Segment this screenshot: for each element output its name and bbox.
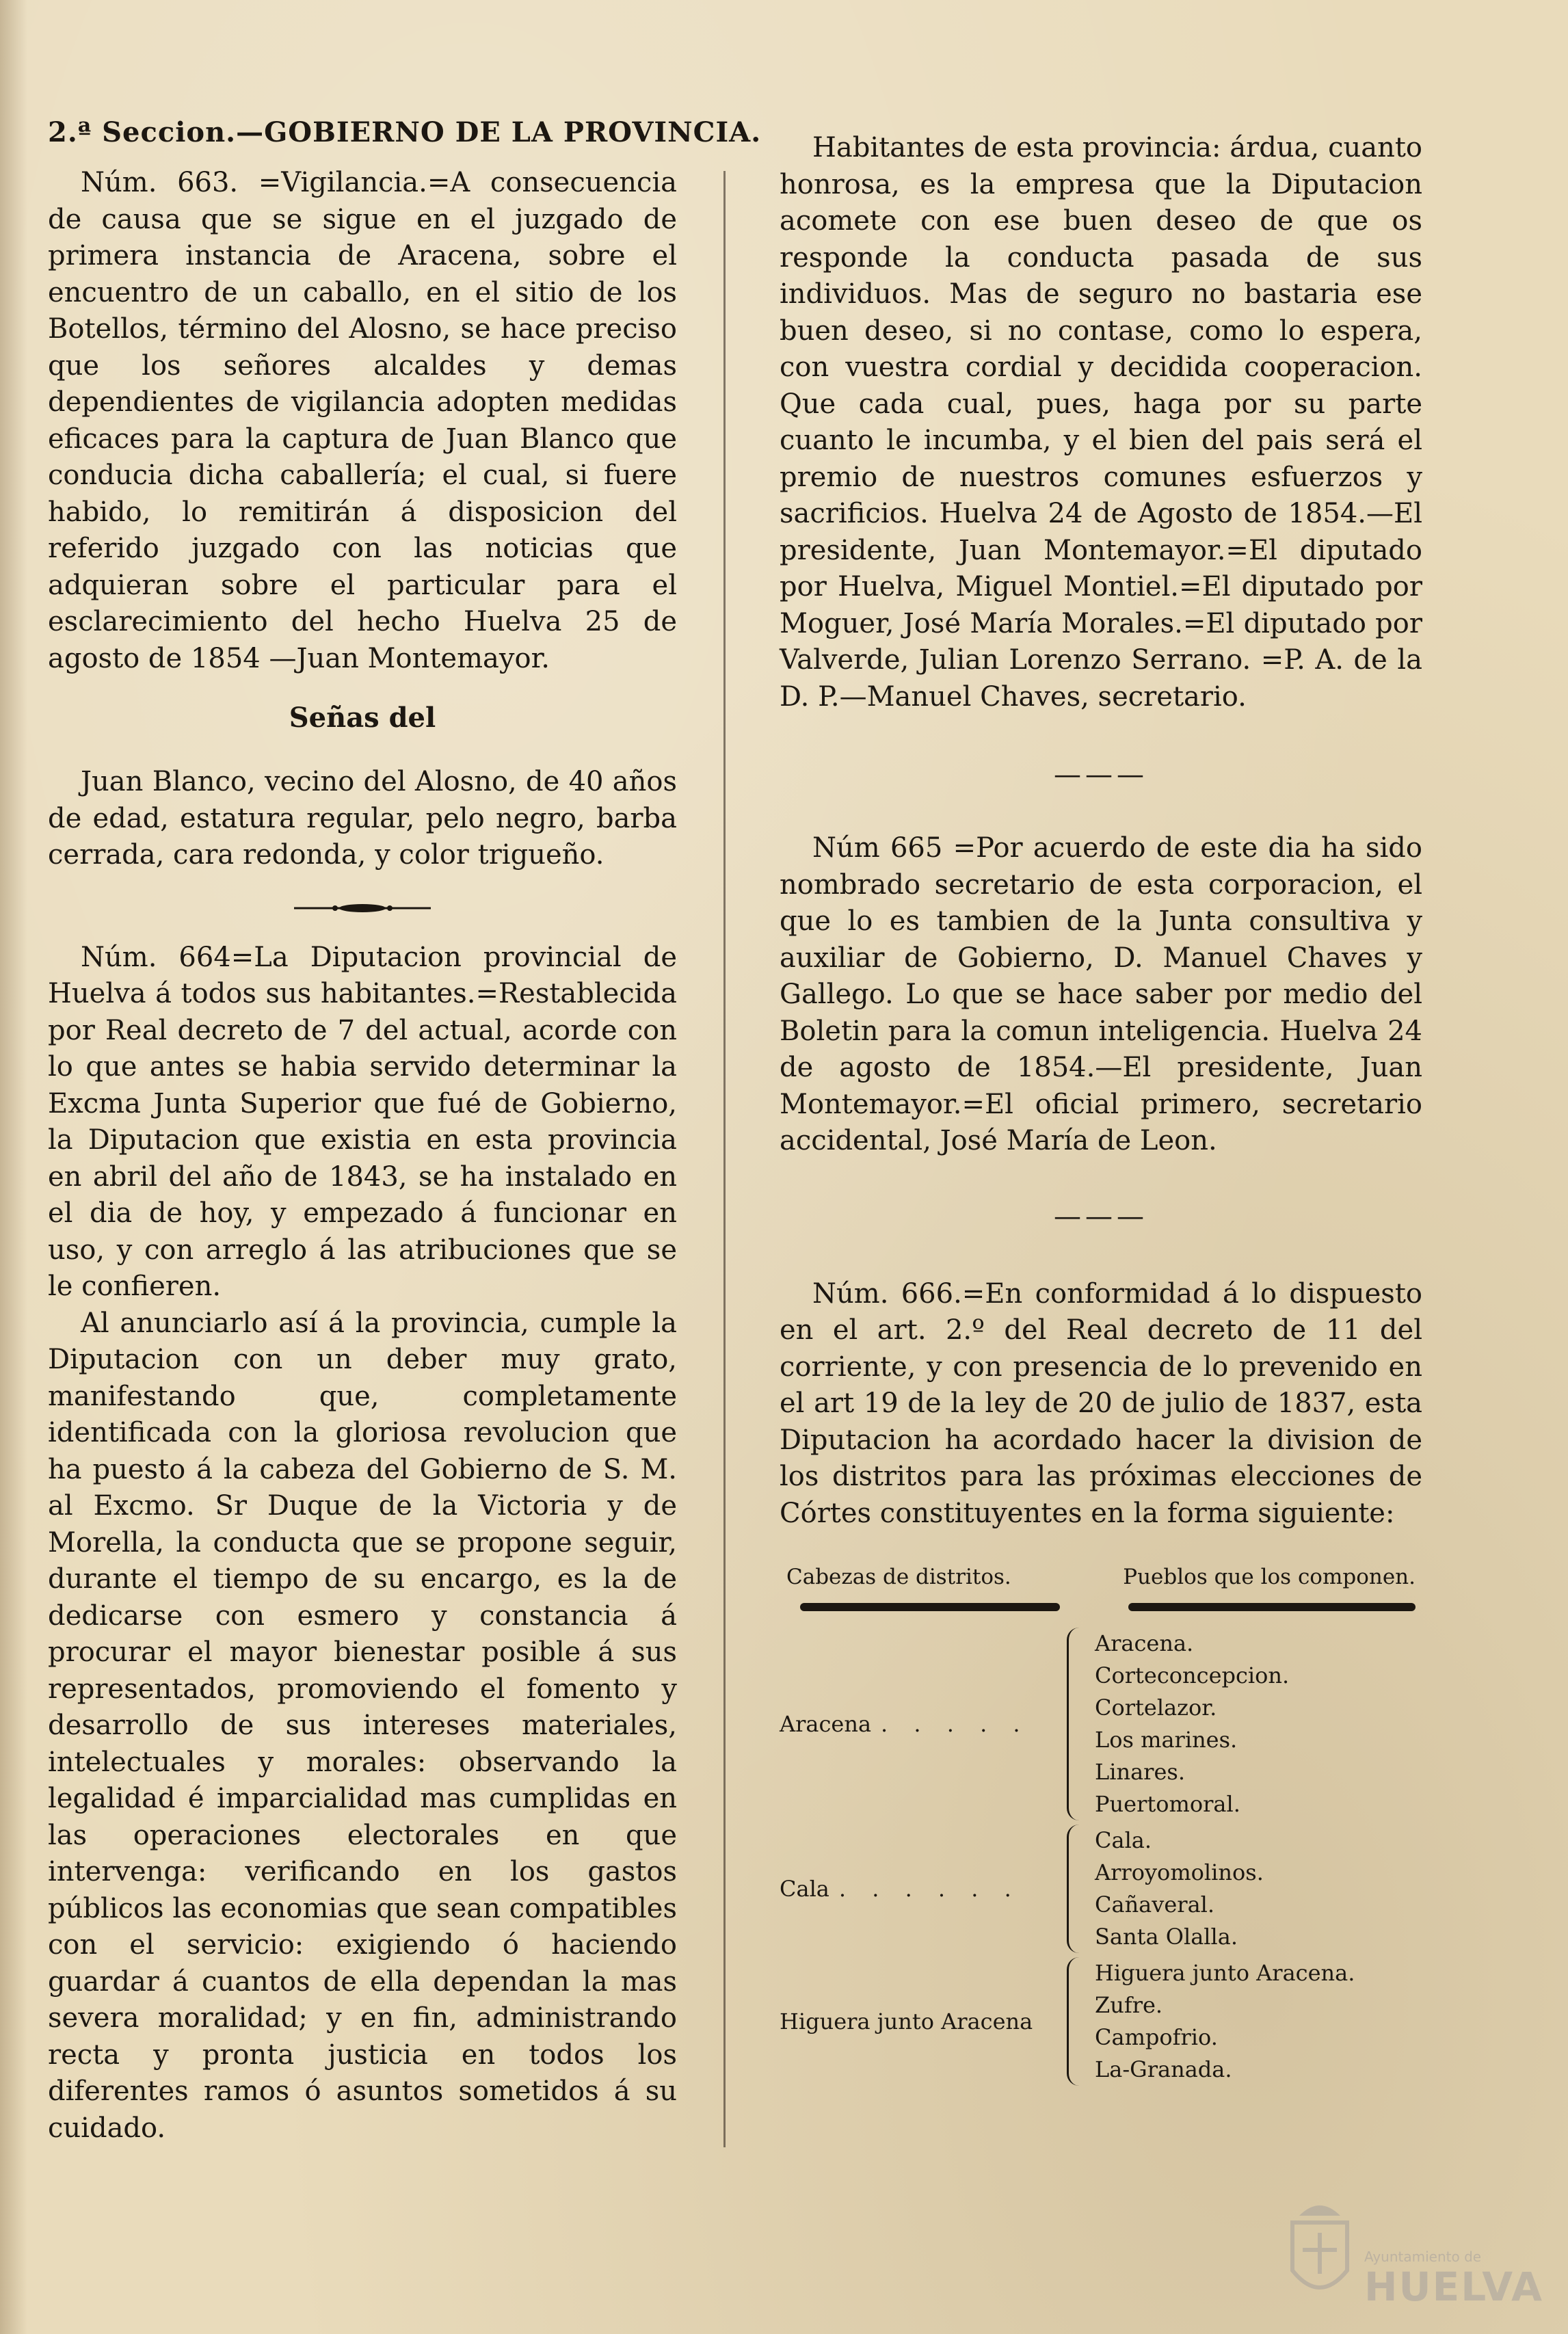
left-column (48, 116, 762, 2147)
town-item: Aracena. (1095, 1630, 1194, 1656)
town-item: Zufre. (1095, 1992, 1163, 2018)
district-name: Higuera junto Aracena (780, 2008, 1033, 2034)
ornament-divider-icon (294, 903, 431, 914)
town-item: La-Granada. (1095, 2056, 1232, 2082)
watermark-name: HUELVA (1364, 2264, 1544, 2310)
watermark-subtitle: Ayuntamiento de (1364, 2249, 1482, 2265)
article-664-part1: Núm. 664=La Diputacion provincial de Huelva á todos sus habitantes.=Restablecida por Real decreto de 7 del actual, acorde con lo que antes se habia servido determinar la Excma Junta Superior que fué de Gobierno, la Diputacion que existia en esta provincia en abril del año de 1843, se ha instalado en el dia de hoy, y empezado á funcionar en uso, y con arreglo á las atribuciones que se le confieren. (48, 941, 677, 1302)
article-666: Núm. 666.=En conformidad á lo dispuesto en el art. 2.º del Real decreto de 11 del corriente, y con presencia de lo prevenido en el art 19 de la ley de 20 de julio de 1837, esta Diputacion ha acordado hacer la division de los distritos para las próximas elecciones de Córtes constituyentes en la forma siguiente: (780, 1277, 1422, 1529)
article-664-continuation: Habitantes de esta provincia: árdua, cuanto honrosa, es la empresa que la Diputacion acomete con ese buen deseo de que os responde la conducta pasada de sus individuos. Mas de seguro no bastaria ese buen deseo, si no contase, como lo espera, con vuestra cordial y decidida cooperacion. Que cada cual, pues, haga por su parte cuanto le incumba, y el bien del pais será el premio de nuestros comunes esfuerzos y sacrificios. Huelva 24 de Agosto de 1854.—El presidente, Juan Montemayor.=El diputado por Huelva, Miguel Montiel.=El diputado por Moguer, José María Morales.=El diputado por Valverde, Julian Lorenzo Serrano. =P. A. de la D. P.—Manuel Chaves, secretario. (780, 132, 1422, 713)
article-663: Núm. 663. =Vigilancia.=A consecuencia de causa que se sigue en el juzgado de primera instancia de Aracena, sobre el encuentro de un caballo, en el sitio de los Botellos, término del Alosno, se hace preciso que los señores alcaldes y demas dependientes de vigilancia adopten medidas eficaces para la captura de Juan Blanco que conducia dicha caballería; el cual, si fuere habido, lo remitirán á disposicion del referido juzgado con las noticias que adquieran sobre el particular para el esclarecimiento del hecho Huelva 25 de agosto de 1854 —Juan Montemayor. (48, 167, 677, 674)
leader-dots: . . . . . . (838, 1876, 1021, 1902)
page-fold-shadow (0, 0, 27, 2334)
district-name: Cala (780, 1876, 829, 1902)
watermark-logo (1282, 2195, 1544, 2318)
senas-text: Juan Blanco, vecino del Alosno, de 40 años de edad, estatura regular, pelo negro, barba cerrada, cara redonda, y color trigueño. (48, 766, 677, 871)
header-rule (800, 1603, 1060, 1611)
town-list (1095, 1957, 1355, 2086)
section-heading: 2.ª Seccion.—GOBIERNO DE LA PROVINCIA. (48, 116, 762, 148)
brace-icon (1067, 1957, 1089, 2086)
column-header-towns: Pueblos que los componen. (1123, 1565, 1416, 1589)
town-item: Los marines. (1095, 1727, 1238, 1753)
town-item: Higuera junto Aracena. (1095, 1960, 1355, 1986)
town-item: Arroyomolinos. (1095, 1859, 1264, 1885)
leader-dots: . . . . . (881, 1711, 1030, 1737)
senas-heading: Señas del (289, 702, 436, 734)
column-header-districts: Cabezas de distritos. (786, 1565, 1011, 1589)
town-item: Campofrio. (1095, 2024, 1218, 2050)
district-table-header (786, 1565, 1416, 1589)
dash-divider: ——— (1054, 1200, 1148, 1232)
district-head (780, 1876, 1067, 1902)
town-item: Puertomoral. (1095, 1791, 1240, 1817)
dash-divider: ——— (1054, 759, 1148, 791)
town-list (1095, 1825, 1264, 1953)
brace-icon (1067, 1825, 1089, 1953)
district-table-rules (800, 1603, 1416, 1611)
ornament-divider (48, 901, 677, 915)
district-head (780, 2008, 1067, 2034)
district-group-higuera (780, 1957, 1422, 2086)
town-item: Corteconcepcion. (1095, 1662, 1290, 1688)
town-item: Santa Olalla. (1095, 1924, 1238, 1950)
district-name: Aracena (780, 1711, 872, 1737)
brace-icon (1067, 1628, 1089, 1820)
article-665: Núm 665 =Por acuerdo de este dia ha sido nombrado secretario de esta corporacion, el que lo es tambien de la Junta consultiva y auxiliar de Gobierno, D. Manuel Chaves y Gallego. Lo que se hace saber por medio del Boletin para la comun inteligencia. Huelva 24 de agosto de 1854.—El presidente, Juan Montemayor.=El oficial primero, secretario accidental, José María de Leon. (780, 832, 1422, 1156)
town-item: Cala. (1095, 1827, 1152, 1853)
coat-of-arms-icon (1282, 2195, 1357, 2305)
town-item: Cañaveral. (1095, 1892, 1215, 1918)
right-column (780, 130, 1422, 2090)
district-head (780, 1711, 1067, 1737)
district-group-cala (780, 1825, 1422, 1953)
column-rule (723, 171, 726, 2147)
article-664-part2: Al anunciarlo así á la provincia, cumple la Diputacion con un deber muy grato, manifestando que, completamente identificada con la gloriosa revolucion que ha puesto á la cabeza del Gobierno de S. M. al Excmo. Sr Duque de la Victoria y de Morella, la conducta que se propone seguir, durante el tiempo de su encargo, es la de dedicarse con esmero y constancia á procurar el mayor bienestar posible á sus representados, promoviendo el fomento y desarrollo de sus intereses materiales, intelectuales y morales: observando la legalidad é imparcialidad mas cumplidas en las operaciones electorales en que intervenga: verificando en los gastos públicos las economias que sean compatibles con el servicio: exigiendo ó haciendo guardar á cuantos de ella dependan la mas severa moralidad; y en fin, administrando recta y pronta justicia en todos los diferentes ramos ó asuntos sometidos á su cuidado. (48, 1307, 677, 2144)
header-rule (1128, 1603, 1416, 1611)
town-list (1095, 1628, 1289, 1820)
district-group-aracena (780, 1628, 1422, 1820)
town-item: Linares. (1095, 1759, 1185, 1785)
town-item: Cortelazor. (1095, 1695, 1217, 1721)
